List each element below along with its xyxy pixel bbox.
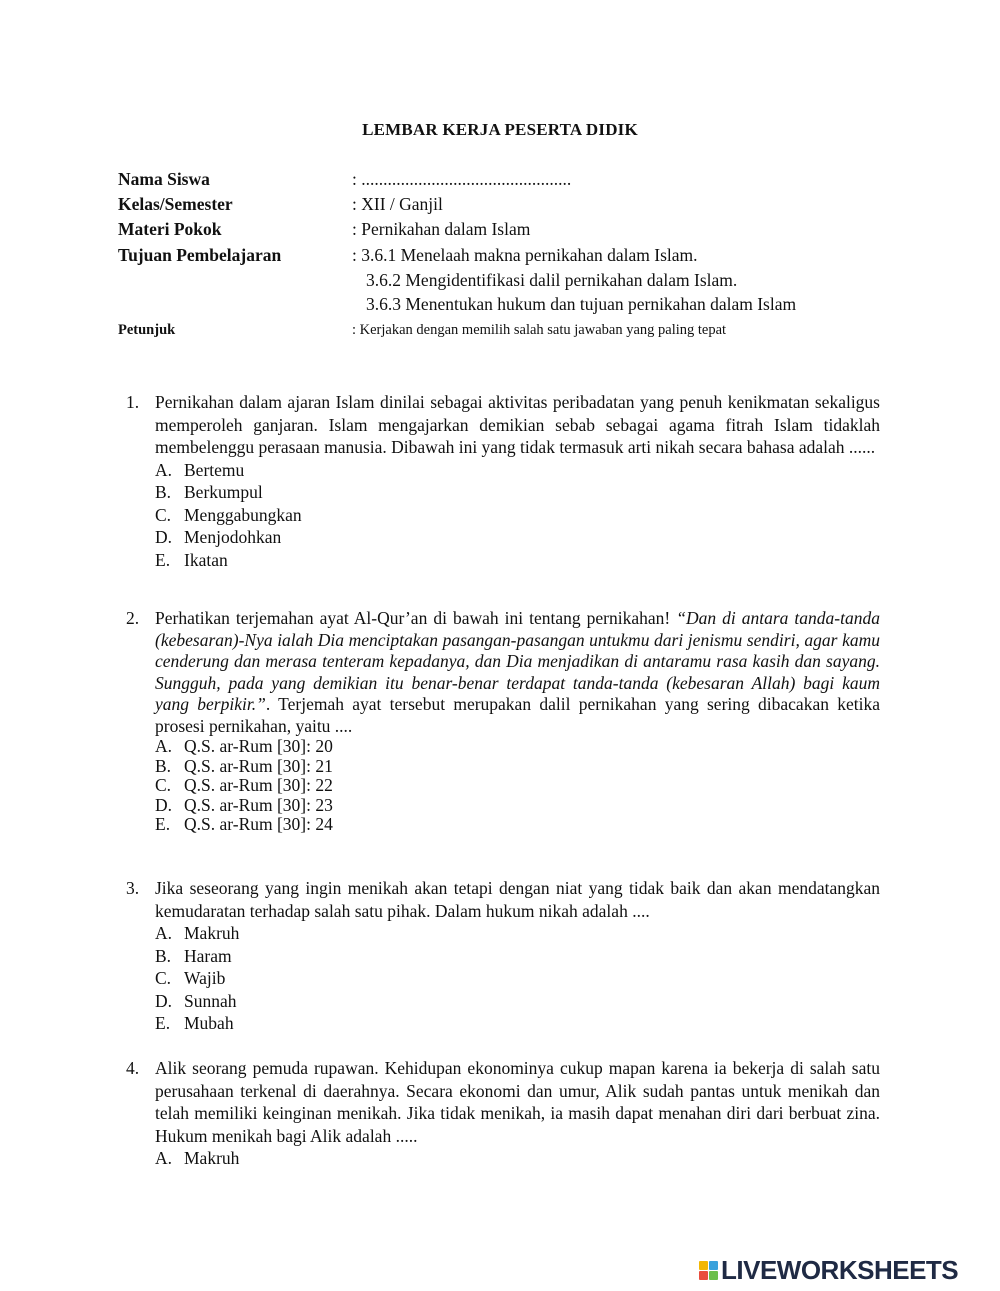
name-label: Nama Siswa — [118, 169, 210, 189]
options-list — [155, 737, 880, 835]
question-number: 4. — [126, 1058, 140, 1078]
class-semester-value: : XII / Ganjil — [352, 194, 443, 214]
worksheet-title: LEMBAR KERJA PESERTA DIDIK — [362, 120, 638, 139]
option-c[interactable]: C. Q.S. ar-Rum [30]: 22 — [155, 775, 333, 795]
option-e[interactable]: E. Ikatan — [155, 549, 228, 570]
subject-value: : Pernikahan dalam Islam — [352, 219, 531, 239]
option-c[interactable]: C. Menggabungkan — [155, 504, 302, 525]
option-a[interactable]: A. Makruh — [155, 1148, 240, 1168]
logo-block — [699, 1271, 708, 1280]
instructions-label: Petunjuk — [118, 322, 176, 338]
question-4 — [126, 1057, 880, 1170]
question-text: Jika seseorang yang ingin menikah akan tetapi dengan niat yang tidak baik dan akan mendatangkan kemudaratan terhadap salah satu pihak. Dalam hukum nikah adalah .... — [155, 878, 880, 921]
objective-3: 3.6.3 Menentukan hukum dan tujuan pernikahan dalam Islam — [366, 294, 797, 314]
question-3 — [126, 877, 880, 1035]
name-field[interactable]: : ................................................ — [352, 169, 572, 189]
option-d[interactable]: D. Menjodohkan — [155, 527, 282, 547]
option-b[interactable]: B. Haram — [155, 945, 232, 966]
question-text: Perhatikan terjemahan ayat Al-Qur’an di bawah ini tentang pernikahan! “Dan di antara tanda-tanda (kebesaran)-Nya ialah Dia menciptakan pasangan-pasangan untukmu dari jenismu sendiri, agar kamu cenderung dan merasa tenteram kepadanya, dan Dia menjadikan di antaramu rasa kasih dan sayang. Sungguh, pada yang demikian itu benar-benar terdapat tanda-tanda (kebesaran Allah) bagi kaum yang berpikir.”. Terjemah ayat tersebut merupakan dalil pernikahan yang sering dibacakan ketika prosesi pernikahan, yaitu .... — [155, 608, 880, 736]
option-d[interactable]: D. Q.S. ar-Rum [30]: 23 — [155, 794, 333, 815]
option-b[interactable]: B. Berkumpul — [155, 482, 263, 502]
question-number: 3. — [126, 878, 140, 898]
quran-translation: “Dan di antara tanda-tanda (kebesaran)-Nya ialah Dia menciptakan pasangan-pasangan untukmu dari jenismu sendiri, agar kamu cenderung dan merasa tenteram kepadanya, dan Dia menjadikan di antaramu rasa kasih dan sayang. Sungguh, pada yang demikian itu benar-benar terdapat tanda-tanda (kebesaran Allah) bagi kaum yang berpikir.” — [155, 608, 880, 714]
objective-1: : 3.6.1 Menelaah makna pernikahan dalam Islam. — [352, 245, 698, 265]
logo-block — [709, 1271, 718, 1280]
option-c[interactable]: C. Wajib — [155, 968, 226, 988]
question-number: 1. — [126, 392, 140, 412]
option-a[interactable]: A. Q.S. ar-Rum [30]: 20 — [155, 736, 333, 756]
logo-block — [709, 1261, 718, 1270]
objectives-label: Tujuan Pembelajaran — [118, 245, 282, 265]
option-b[interactable]: B. Q.S. ar-Rum [30]: 21 — [155, 755, 333, 776]
question-text: Alik seorang pemuda rupawan. Kehidupan ekonominya cukup mapan karena ia bekerja di salah satu perusahaan terkenal di daerahnya. Secara ekonomi dan umur, Alik sudah pantas untuk menikah dan telah memiliki keinginan menikah. Jika tidak menikah, ia masih dapat menahan diri dari berbuat zina. Hukum menikah bagi Alik adalah ..... — [155, 1058, 880, 1146]
option-a[interactable]: A. Bertemu — [155, 459, 245, 480]
question-2 — [126, 608, 880, 835]
options-list — [155, 1147, 880, 1170]
question-number: 2. — [126, 608, 140, 628]
options-list — [155, 459, 880, 572]
question-text: Pernikahan dalam ajaran Islam dinilai sebagai aktivitas peribadatan yang penuh kenikmatan sekaligus memperoleh ganjaran. Islam mengajarkan demikian sebab sebagai agama fitrah Islam tidaklah membelenggu perasaan manusia. Dibawah ini yang tidak termasuk arti nikah secara bahasa adalah ...... — [155, 392, 880, 457]
instructions-value: : Kerjakan dengan memilih salah satu jawaban yang paling tepat — [352, 322, 727, 338]
objective-2: 3.6.2 Mengidentifikasi dalil pernikahan dalam Islam. — [366, 270, 738, 290]
logo-text: LIVEWORKSHEETS — [721, 1254, 959, 1285]
liveworksheets-logo — [699, 1256, 958, 1284]
option-a[interactable]: A. Makruh — [155, 923, 240, 943]
logo-block — [699, 1261, 708, 1270]
class-semester-label: Kelas/Semester — [118, 194, 233, 214]
question-1 — [126, 391, 880, 571]
option-e[interactable]: E. Q.S. ar-Rum [30]: 24 — [155, 814, 333, 834]
option-d[interactable]: D. Sunnah — [155, 990, 237, 1011]
option-e[interactable]: E. Mubah — [155, 1013, 234, 1033]
logo-blocks-icon — [699, 1261, 718, 1280]
subject-label: Materi Pokok — [118, 219, 222, 239]
options-list — [155, 922, 880, 1035]
